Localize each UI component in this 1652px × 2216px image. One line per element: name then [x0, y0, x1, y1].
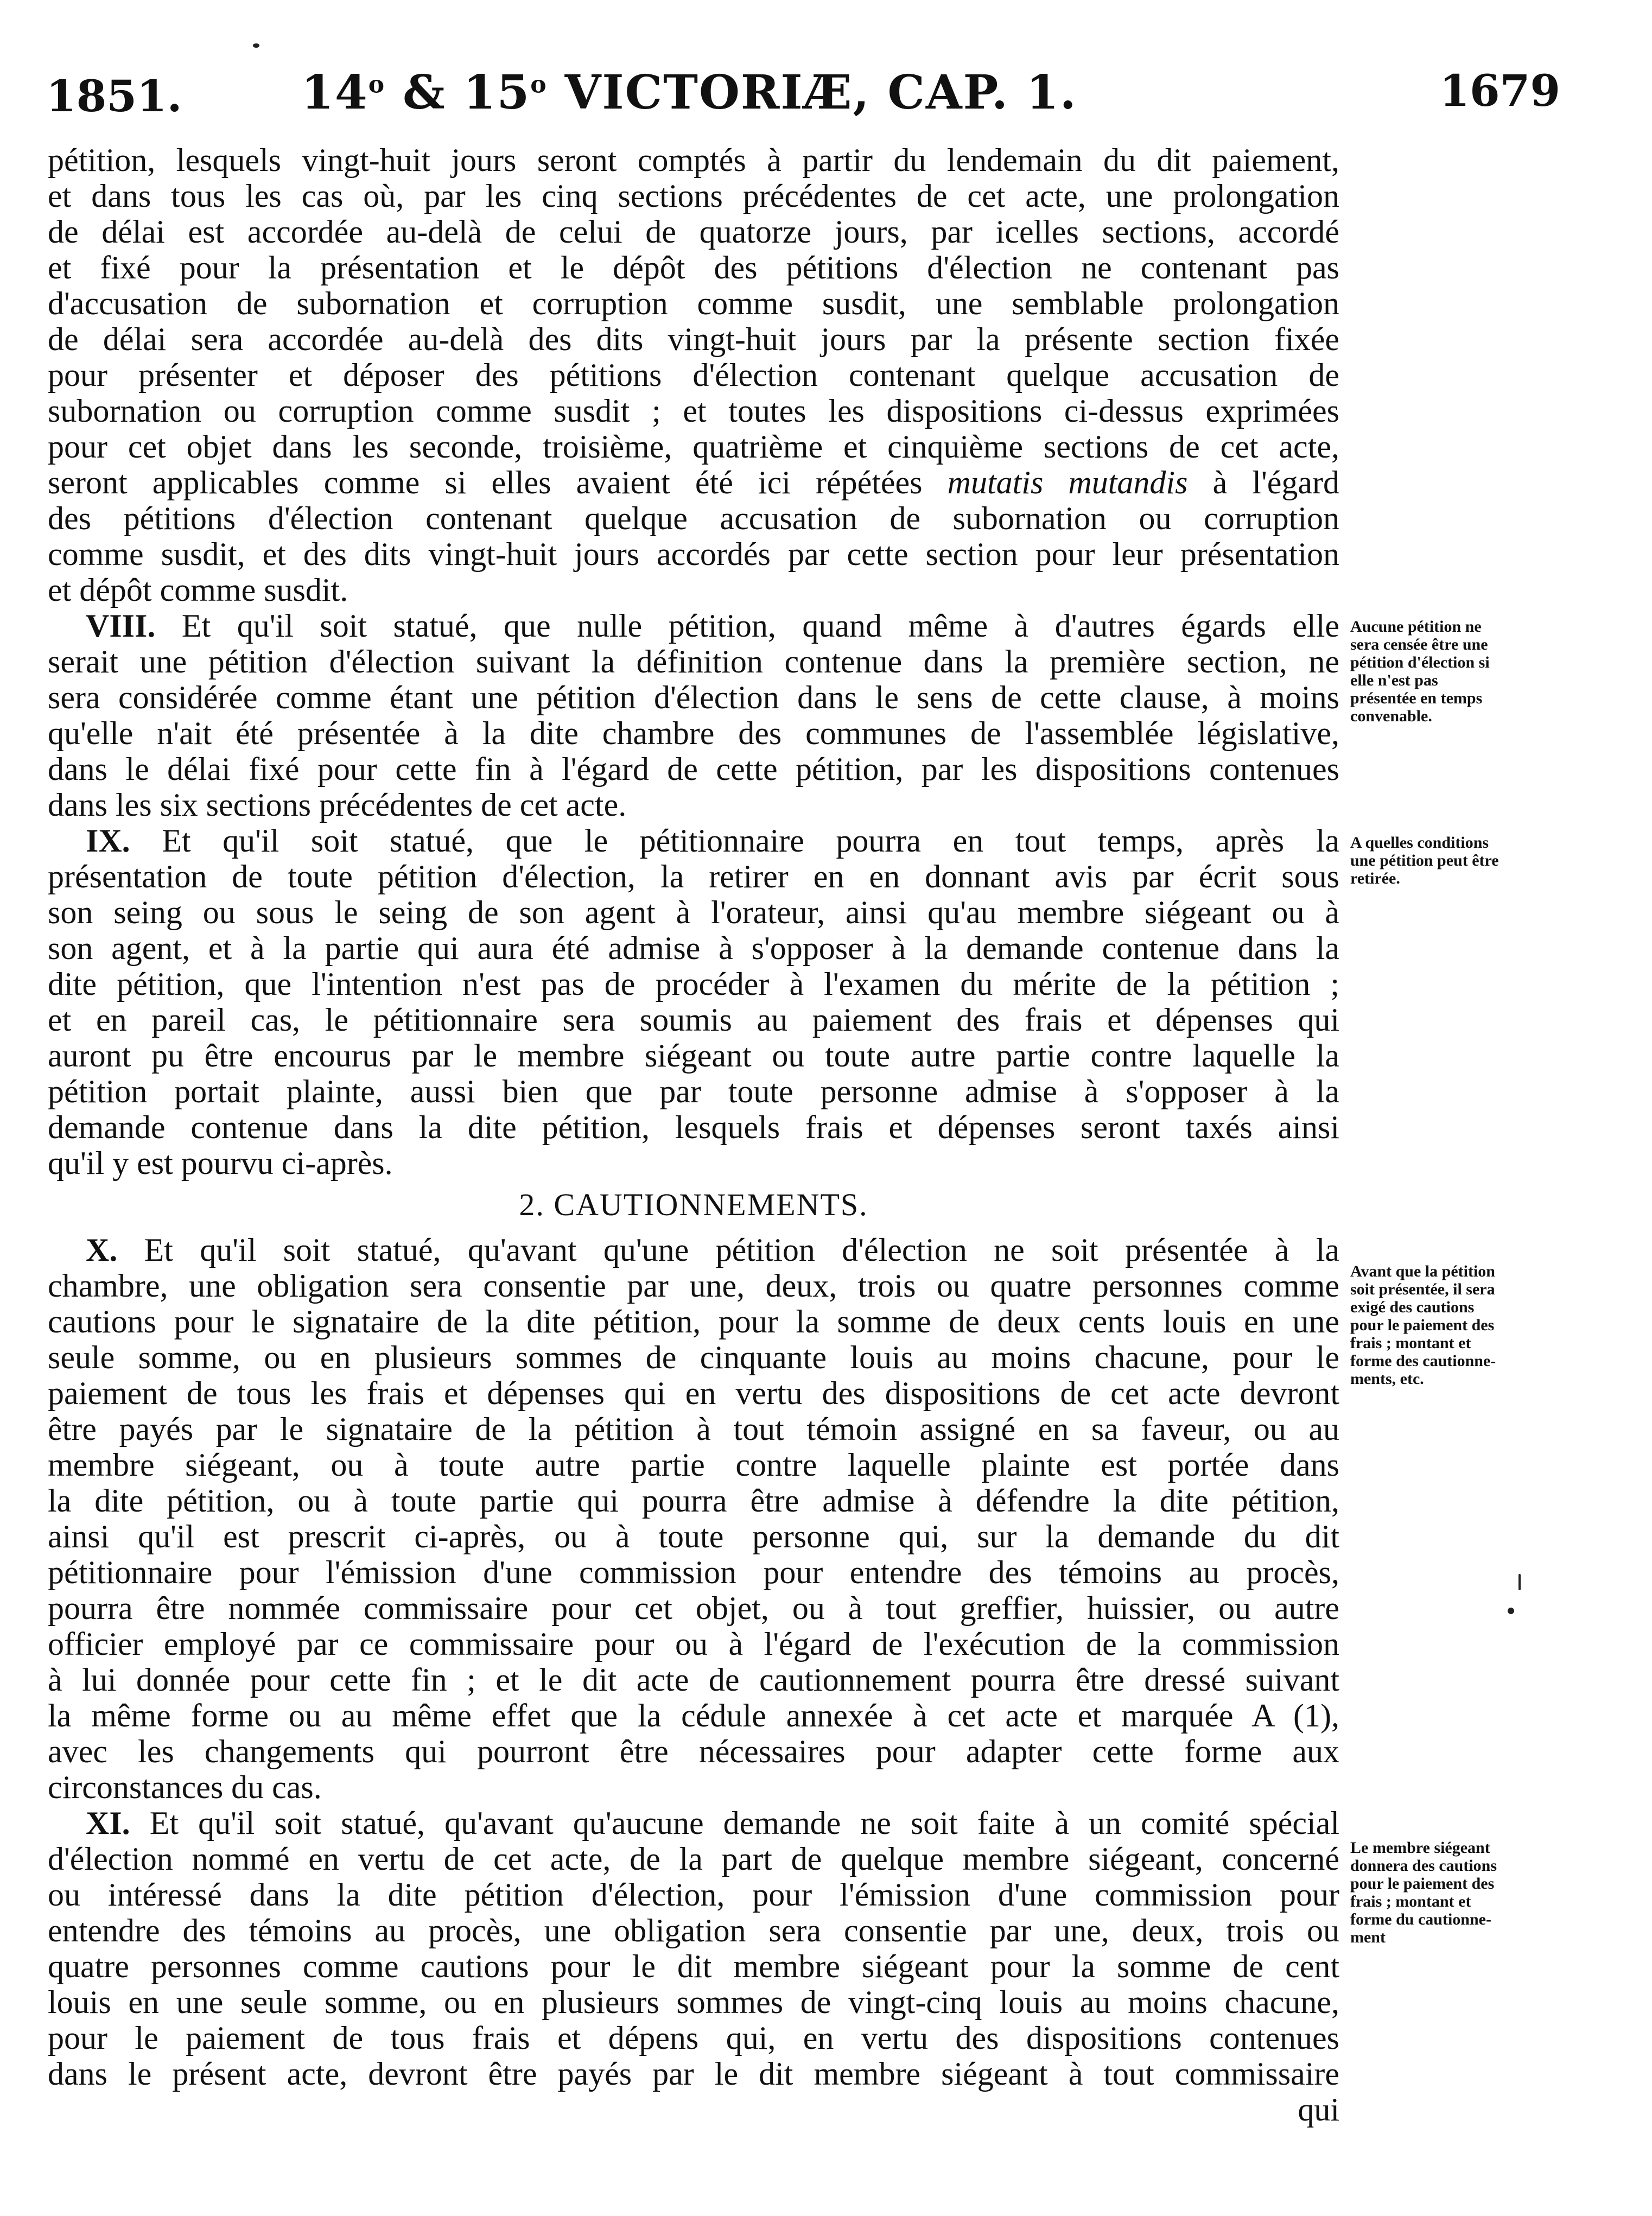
- text-fragment: Et qu'il soit statué, qu'avant qu'une pétition d'élection ne soit présentée à la: [144, 1232, 1340, 1268]
- margin-note-line: présentée en temps: [1350, 689, 1483, 707]
- section-first-line: [48, 1232, 1339, 1268]
- header-year: 1851.: [46, 71, 182, 122]
- title-15: 15: [463, 65, 531, 120]
- text-line: entendre des témoins au procès, une obligation sera consentie par une, deux, trois ou: [48, 1913, 1339, 1948]
- text-fragment: Et qu'il soit statué, que nulle pétition, quand même à d'autres égards elle: [181, 608, 1339, 644]
- margin-note-line: convenable.: [1350, 707, 1432, 725]
- text-line: et dépôt comme susdit.: [48, 572, 348, 608]
- text-line: subornation ou corruption comme susdit ; et toutes les dispositions ci-dessus exprimées: [48, 393, 1339, 429]
- margin-note-line: une pétition peut être: [1350, 852, 1499, 869]
- margin-note-line: forme des cautionne-: [1350, 1352, 1496, 1370]
- text-fragment: seront applicables comme si elles avaient été ici répétées: [48, 465, 923, 500]
- margin-note-line: pour le paiement des: [1350, 1875, 1495, 1893]
- text-line: de délai sera accordée au-delà des dits vingt-huit jours par la présente section fixée: [48, 321, 1339, 357]
- text-line: pétitionnaire pour l'émission d'une commission pour entendre des témoins au procès,: [48, 1554, 1339, 1590]
- margin-note-line: frais ; montant et: [1350, 1893, 1471, 1910]
- text-fragment: Et qu'il soit statué, qu'avant qu'aucune demande ne soit faite à un comité spécial: [149, 1805, 1339, 1841]
- text-line: qu'il y est pourvu ci-après.: [48, 1145, 393, 1181]
- margin-note-line: elle n'est pas: [1350, 671, 1438, 689]
- section-viii: [48, 608, 1339, 823]
- section-x: [48, 1232, 1339, 1805]
- margin-note-line: donnera des cautions: [1350, 1857, 1497, 1875]
- text-line: son seing ou sous le seing de son agent à l'orateur, ainsi qu'au membre siégeant ou à: [48, 894, 1339, 930]
- margin-note-line: ment: [1350, 1928, 1386, 1946]
- margin-note-line: forme du cautionne-: [1350, 1910, 1491, 1928]
- text-line: être payés par le signataire de la pétition à tout témoin assigné en sa faveur, ou au: [48, 1411, 1339, 1447]
- main-text-column: [48, 142, 1339, 2128]
- text-line: auront pu être encourus par le membre siégeant ou toute autre partie contre laquelle la: [48, 1038, 1339, 1074]
- scan-speck: [1518, 1574, 1521, 1590]
- text-line: d'élection nommé en vertu de cet acte, de la part de quelque membre siégeant, concerné: [48, 1841, 1339, 1877]
- section-number: X.: [86, 1232, 118, 1268]
- header-title: [301, 65, 1077, 120]
- text-line: seule somme, ou en plusieurs sommes de cinquante louis au moins chacune, pour le: [48, 1339, 1339, 1375]
- text-line: louis en une seule somme, ou en plusieurs sommes de vingt-cinq louis au moins chacune,: [48, 1984, 1339, 2020]
- catchword: qui: [1298, 2092, 1339, 2128]
- text-line: de délai est accordée au-delà de celui de quatorze jours, par icelles sections, accordé: [48, 214, 1339, 250]
- margin-note-ix: [1350, 834, 1567, 887]
- margin-note-line: ments, etc.: [1350, 1370, 1424, 1388]
- margin-note-line: Aucune pétition ne: [1350, 618, 1482, 636]
- text-line: quatre personnes comme cautions pour le dit membre siégeant pour la somme de cent: [48, 1948, 1339, 1984]
- text-line: pourra être nommée commissaire pour cet objet, ou à tout greffier, huissier, ou autre: [48, 1590, 1339, 1626]
- text-line: membre siégeant, ou à toute autre partie contre laquelle plainte est portée dans: [48, 1447, 1339, 1483]
- section-ix: [48, 823, 1339, 1181]
- text-line: circonstances du cas.: [48, 1769, 322, 1805]
- text-line: ainsi qu'il est prescrit ci-après, ou à toute personne qui, sur la demande du dit: [48, 1519, 1339, 1554]
- margin-note-line: frais ; montant et: [1350, 1334, 1471, 1352]
- margin-note-line: retirée.: [1350, 869, 1400, 887]
- text-line: ou intéressé dans la dite pétition d'élection, pour l'émission d'une commission pour: [48, 1877, 1339, 1913]
- section-number: XI.: [86, 1805, 130, 1841]
- text-line: pour présenter et déposer des pétitions d'élection contenant quelque accusation de: [48, 357, 1339, 393]
- margin-note-line: Avant que la pétition: [1350, 1262, 1495, 1280]
- margin-note-line: pour le paiement des: [1350, 1316, 1495, 1334]
- title-14: 14: [301, 65, 368, 120]
- text-line: cautions pour le signataire de la dite pétition, pour la somme de deux cents louis en une: [48, 1304, 1339, 1339]
- margin-note-line: sera censée être une: [1350, 636, 1488, 653]
- running-head: [46, 65, 1560, 125]
- title-sup-2: o: [530, 71, 548, 99]
- section-number: VIII.: [86, 608, 156, 644]
- text-line: et dans tous les cas où, par les cinq sections précédentes de cet acte, une prolongation: [48, 178, 1339, 214]
- section-first-line: [48, 608, 1339, 644]
- text-line: et fixé pour la présentation et le dépôt des pétitions d'élection ne contenant pas: [48, 250, 1339, 285]
- text-line: et en pareil cas, le pétitionnaire sera soumis au paiement des frais et dépenses qui: [48, 1002, 1339, 1038]
- text-line: qu'elle n'ait été présentée à la dite chambre des communes de l'assemblée législative,: [48, 715, 1339, 751]
- title-amp: &: [403, 65, 446, 120]
- margin-note-xi: [1350, 1839, 1567, 1946]
- text-line: demande contenue dans la dite pétition, lesquels frais et dépenses seront taxés ainsi: [48, 1109, 1339, 1145]
- page-number: 1679: [1439, 65, 1560, 116]
- text-line: son agent, et à la partie qui aura été admise à s'opposer à la demande contenue dans la: [48, 930, 1339, 966]
- text-line: d'accusation de subornation et corruption comme susdit, une semblable prolongation: [48, 285, 1339, 321]
- margin-note-line: soit présentée, il sera: [1350, 1280, 1495, 1298]
- scan-speck: [1508, 1608, 1514, 1614]
- text-line: présentation de toute pétition d'élection, la retirer en en donnant avis par écrit sous: [48, 859, 1339, 894]
- italic-phrase: mutatis mutandis: [947, 465, 1188, 500]
- section-heading-cautionnements: 2. CAUTIONNEMENTS.: [519, 1187, 868, 1222]
- text-line: à lui donnée pour cette fin ; et le dit acte de cautionnement pourra être dressé suivant: [48, 1662, 1339, 1698]
- text-line: officier employé par ce commissaire pour ou à l'égard de l'exécution de la commission: [48, 1626, 1339, 1662]
- title-sup-1: o: [368, 71, 386, 99]
- section-first-line: [48, 823, 1339, 859]
- text-line: dans les six sections précédentes de cet acte.: [48, 787, 627, 823]
- section-vii-continued: [48, 142, 1339, 608]
- text-fragment: à l'égard: [1212, 465, 1340, 500]
- margin-note-line: A quelles conditions: [1350, 834, 1489, 852]
- scan-speck: [253, 43, 259, 48]
- text-line-with-italic: [48, 465, 1339, 500]
- margin-note-x: [1350, 1262, 1567, 1388]
- text-line: avec les changements qui pourront être nécessaires pour adapter cette forme aux: [48, 1734, 1339, 1769]
- text-line: pour le paiement de tous frais et dépens qui, en vertu des dispositions contenues: [48, 2020, 1339, 2056]
- text-line: dans le présent acte, devront être payés par le dit membre siégeant à tout commissaire: [48, 2056, 1339, 2092]
- section-first-line: [48, 1805, 1339, 1841]
- text-line: sera considérée comme étant une pétition d'élection dans le sens de cette clause, à moins: [48, 680, 1339, 715]
- text-line: dans le délai fixé pour cette fin à l'égard de cette pétition, par les dispositions contenues: [48, 751, 1339, 787]
- text-line: pour cet objet dans les seconde, troisième, quatrième et cinquième sections de cet acte,: [48, 429, 1339, 465]
- margin-note-viii: [1350, 618, 1567, 725]
- section-number: IX.: [86, 823, 130, 859]
- text-line: des pétitions d'élection contenant quelque accusation de subornation ou corruption: [48, 500, 1339, 536]
- text-line: dite pétition, que l'intention n'est pas de procéder à l'examen du mérite de la pétition ;: [48, 966, 1339, 1002]
- text-line: la dite pétition, ou à toute partie qui pourra être admise à défendre la dite pétition,: [48, 1483, 1339, 1519]
- text-line: chambre, une obligation sera consentie par une, deux, trois ou quatre personnes comme: [48, 1268, 1339, 1304]
- text-line: pétition portait plainte, aussi bien que par toute personne admise à s'opposer à la: [48, 1074, 1339, 1109]
- text-line: paiement de tous les frais et dépenses qui en vertu des dispositions de cet acte devront: [48, 1375, 1339, 1411]
- text-fragment: Et qu'il soit statué, que le pétitionnaire pourra en tout temps, après la: [162, 823, 1339, 859]
- text-line: la même forme ou au même effet que la cédule annexée à cet acte et marquée A (1),: [48, 1698, 1339, 1734]
- margin-note-line: Le membre siégeant: [1350, 1839, 1490, 1857]
- margin-note-line: pétition d'élection si: [1350, 653, 1490, 671]
- text-line: comme susdit, et des dits vingt-huit jours accordés par cette section pour leur présentation: [48, 536, 1339, 572]
- section-xi: [48, 1805, 1339, 2128]
- text-line: pétition, lesquels vingt-huit jours seront comptés à partir du lendemain du dit paiement,: [48, 142, 1339, 178]
- text-line: serait une pétition d'élection suivant la définition contenue dans la première section, ne: [48, 644, 1339, 680]
- margin-note-line: exigé des cautions: [1350, 1298, 1475, 1316]
- title-rest: VICTORIÆ, CAP. 1.: [564, 65, 1077, 120]
